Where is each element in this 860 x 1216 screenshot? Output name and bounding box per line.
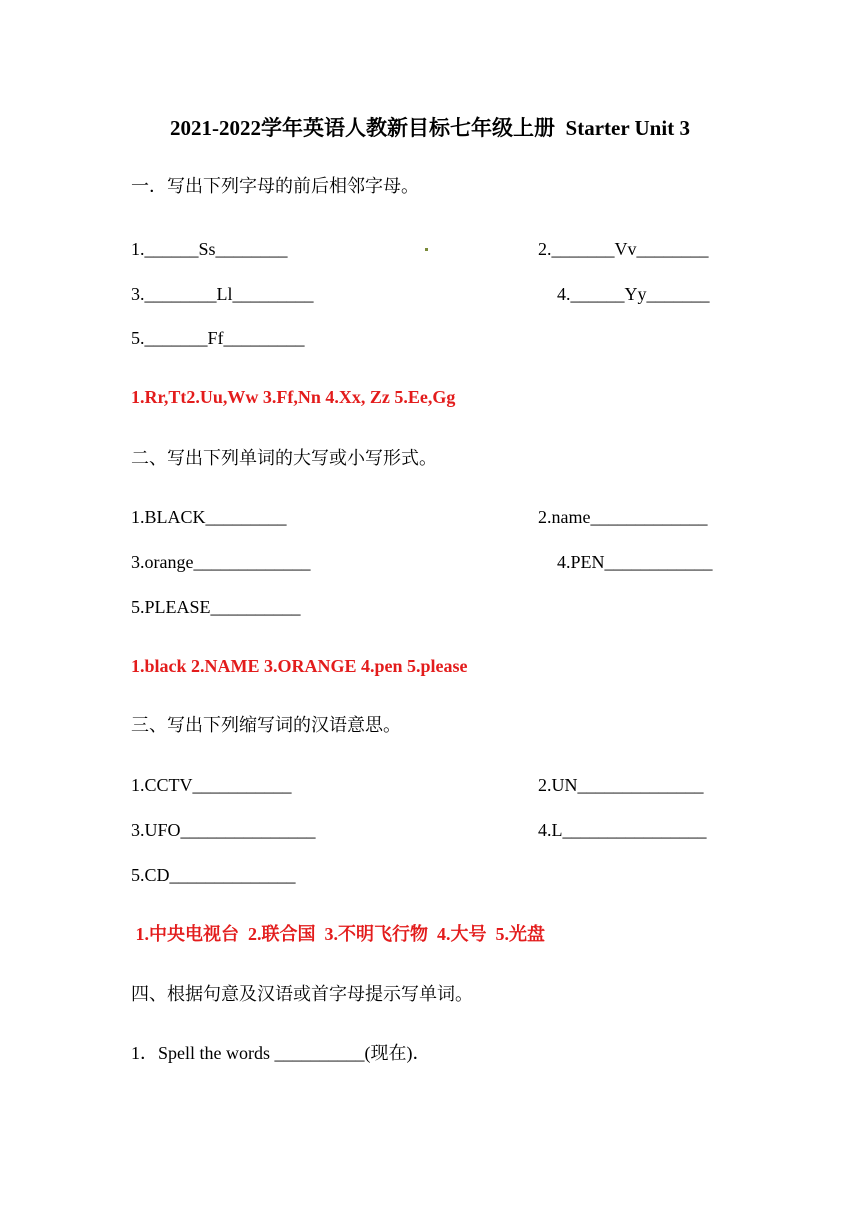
section2-item-1: 1.BLACK_________ [131,507,287,527]
section1-item-1: 1.______Ss________ [131,239,288,259]
section1-item-2: 2._______Vv________ [538,239,709,259]
section3-answer: 1.中央电视台 2.联合国 3.不明飞行物 4.大号 5.光盘 [131,924,545,944]
section3-heading: 三、写出下列缩写词的汉语意思。 [131,715,401,735]
section3-item-2: 2.UN______________ [538,775,704,795]
section3-item-1: 1.CCTV___________ [131,775,292,795]
section2-item-5: 5.PLEASE__________ [131,597,301,617]
section2-answer: 1.black 2.NAME 3.ORANGE 4.pen 5.please [131,656,468,676]
page-title: 2021-2022学年英语人教新目标七年级上册 Starter Unit 3 [170,116,690,140]
section4-item-1: 1．Spell the words __________(现在)． [131,1043,431,1063]
section3-item-4: 4.L________________ [538,820,707,840]
section2-item-2: 2.name_____________ [538,507,708,527]
section2-item-3: 3.orange_____________ [131,552,311,572]
section1-item-4: 4.______Yy_______ [557,284,710,304]
section1-item-5: 5._______Ff_________ [131,328,305,348]
section1-item-3: 3.________Ll_________ [131,284,314,304]
section4-heading: 四、根据句意及汉语或首字母提示写单词。 [131,984,473,1004]
stray-dot [425,248,428,251]
section1-heading: 一．写出下列字母的前后相邻字母。 [131,176,419,196]
section2-item-4: 4.PEN____________ [557,552,713,572]
section3-item-5: 5.CD______________ [131,865,296,885]
section2-heading: 二、写出下列单词的大写或小写形式。 [131,448,437,468]
section1-answer: 1.Rr,Tt2.Uu,Ww 3.Ff,Nn 4.Xx, Zz 5.Ee,Gg [131,387,456,407]
section3-item-3: 3.UFO_______________ [131,820,316,840]
